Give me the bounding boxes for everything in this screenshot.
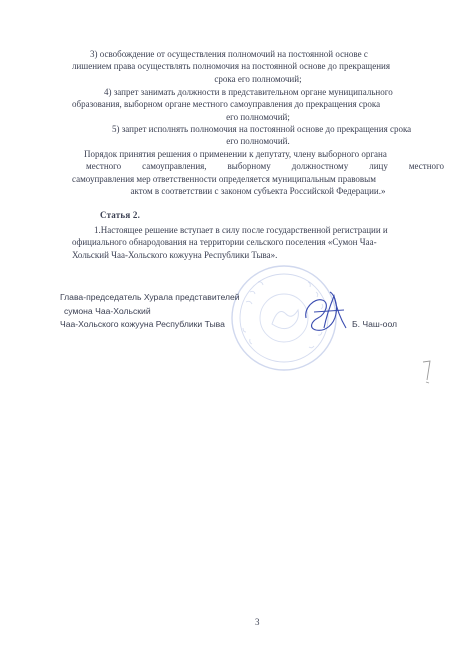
signature-title-line-3: Чаа-Хольского кожууна Республики Тыва: [60, 319, 225, 329]
article-2-line-1: 1.Настоящее решение вступает в силу после государственной регистрации и: [94, 225, 388, 235]
article-2-heading: Статья 2.: [100, 210, 141, 220]
procedure-paragraph: [72, 148, 444, 197]
page-number: 3: [255, 617, 260, 627]
article-2-paragraph: [72, 224, 444, 261]
item-4-line-2: образования, выборном органе местного самоуправления до прекращения срока: [72, 99, 381, 110]
procedure-line-2: местного самоуправления, выборному должностному лицу местного: [86, 161, 444, 172]
item-5-line-1: 5) запрет исполнять полномочия на постоянной основе до прекращения срока: [112, 124, 412, 134]
signature-title-line-2: сумона Чаа-Хольский: [64, 306, 151, 316]
item-5-line-2: его полномочий.: [226, 136, 290, 147]
article-2-line-3: Хольский Чаа-Хольского кожууна Республики Тыва».: [72, 249, 278, 260]
margin-mark: [420, 358, 436, 386]
item-4-paragraph: [72, 86, 444, 123]
item-3-line-3: срока его полномочий;: [214, 73, 302, 84]
item-4-line-3: его полномочий;: [226, 111, 290, 122]
item-3-line-1: 3) освобождение от осуществления полномочий на постоянной основе с: [90, 49, 368, 59]
item-5-paragraph: [72, 123, 444, 148]
item-3-paragraph: [72, 48, 444, 85]
procedure-line-4: актом в соответствии с законом субъекта Российской Федерации.»: [130, 185, 386, 196]
signature-title-line-1: Глава-председатель Хурала представителей: [60, 292, 240, 302]
item-4-line-1: 4) запрет занимать должности в представительном органе муниципального: [104, 87, 393, 97]
item-3-line-2: лишением права осуществлять полномочия на постоянной основе до прекращения: [72, 61, 391, 72]
signer-name: Б. Чаш-оол: [352, 319, 398, 329]
handwritten-signature: [300, 288, 352, 336]
article-2-line-2: официального обнародования на территории сельского поселения «Сумон Чаа-: [72, 237, 377, 248]
procedure-line-1: Порядок принятия решения о применении к депутату, члену выборного органа: [84, 149, 387, 159]
procedure-line-3: самоуправления мер ответственности определяется муниципальным правовым: [72, 173, 376, 184]
